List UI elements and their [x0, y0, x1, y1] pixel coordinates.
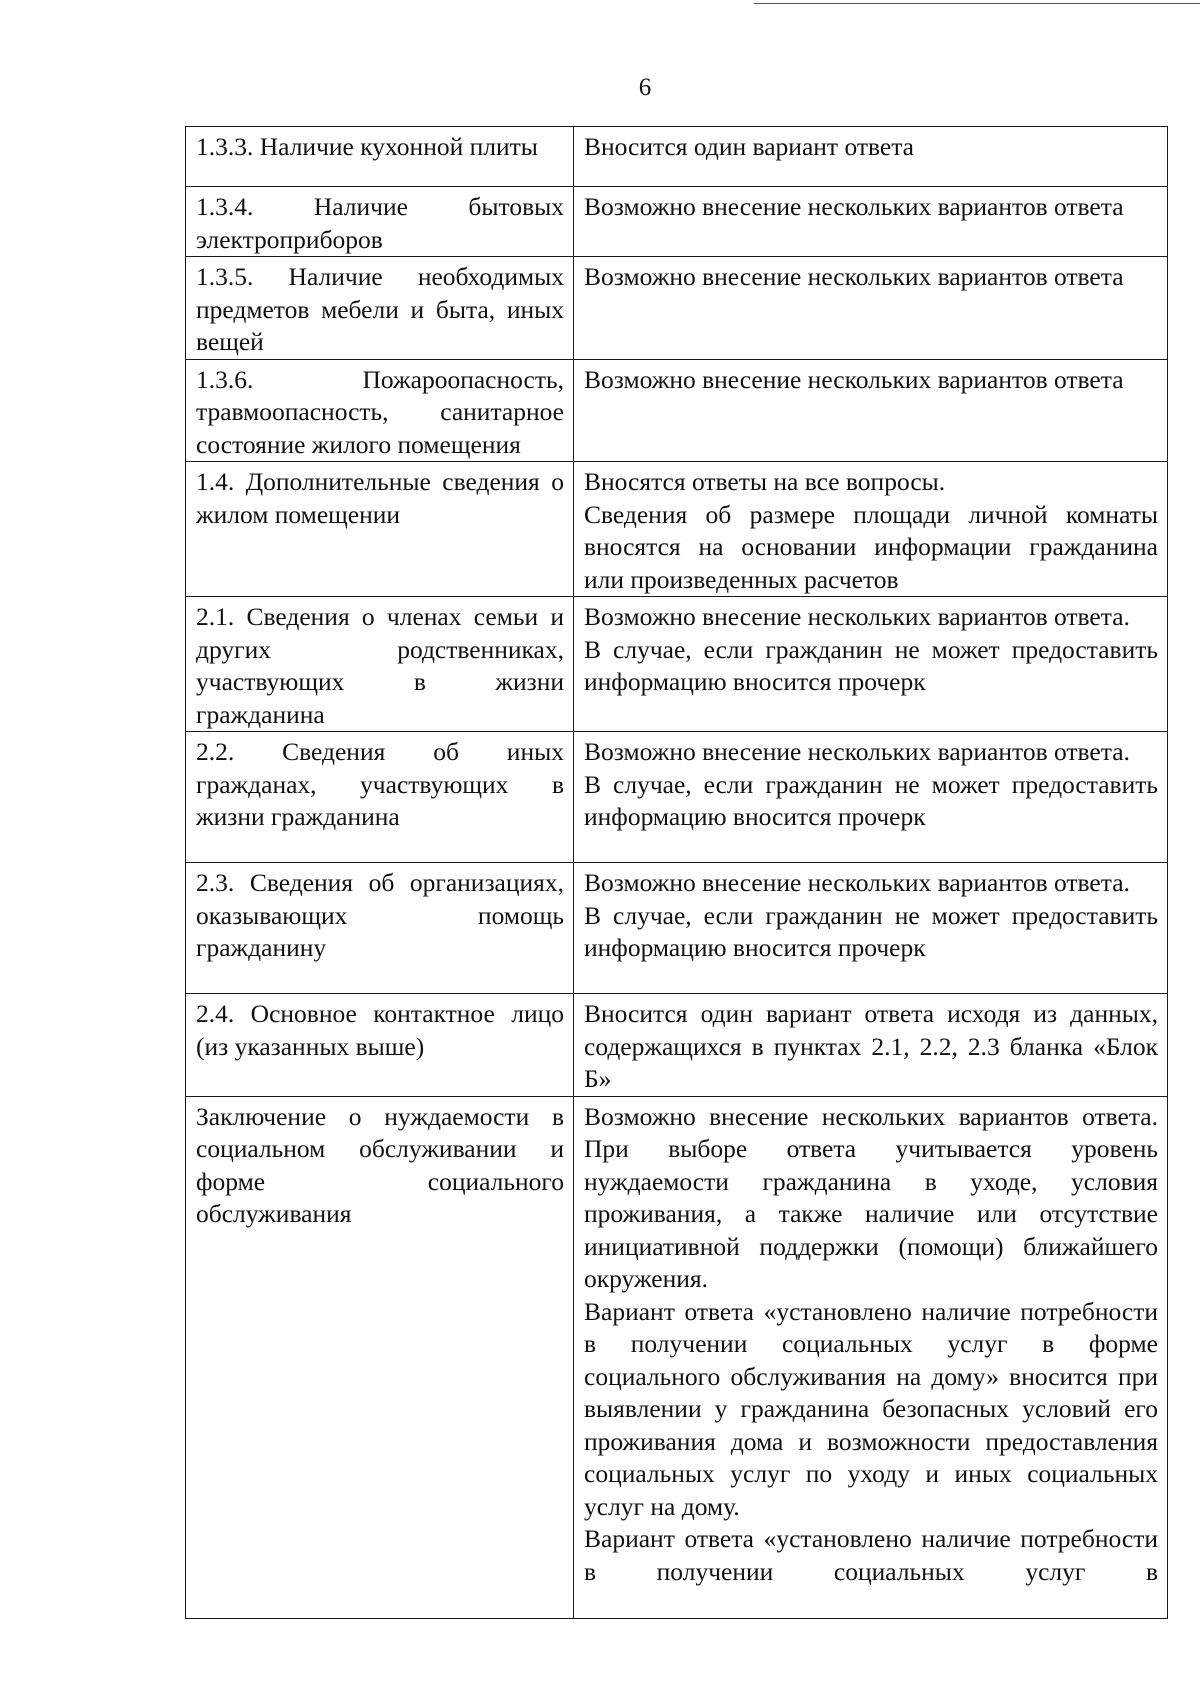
instruction-paragraph: Возможно внесение нескольких вариантов ответа	[584, 262, 1124, 291]
table-row	[186, 732, 1168, 863]
row-label: 2.1. Сведения о членах семьи и других родственниках, участвующих в жизни гражданина	[186, 597, 574, 732]
row-label: 2.2. Сведения об иных гражданах, участвующих в жизни гражданина	[186, 732, 574, 863]
table-row	[186, 1096, 1168, 1618]
instruction-paragraph: Возможно внесение нескольких вариантов ответа.	[584, 602, 1130, 631]
row-instruction	[574, 597, 1168, 732]
row-instruction	[574, 994, 1168, 1097]
instruction-paragraph: Возможно внесение нескольких вариантов ответа.	[584, 737, 1130, 766]
top-edge-rule	[754, 3, 1200, 4]
instruction-paragraph: Вариант ответа «установлено наличие потребности в получении социальных услуг в	[584, 1524, 1158, 1586]
instructions-table	[185, 126, 1168, 1619]
instruction-paragraph: Вносятся ответы на все вопросы.	[584, 467, 946, 496]
instruction-paragraph: В случае, если гражданин не может предоставить информацию вносится прочерк	[584, 900, 1158, 962]
row-label: 1.3.6. Пожароопасность, травмоопасность, санитарное состояние жилого помещения	[186, 359, 574, 462]
instruction-paragraph: В случае, если гражданин не может предоставить информацию вносится прочерк	[584, 769, 1158, 831]
table-row	[186, 462, 1168, 597]
row-label: 2.3. Сведения об организациях, оказывающих помощь гражданину	[186, 863, 574, 994]
row-instruction	[574, 732, 1168, 863]
instruction-paragraph: Возможно внесение нескольких вариантов ответа	[584, 364, 1124, 394]
table-row	[186, 127, 1168, 187]
instruction-paragraph: Вносится один вариант ответа	[584, 132, 914, 161]
instruction-paragraph: Возможно внесение нескольких вариантов ответа.	[584, 868, 1130, 897]
row-label: 1.3.5. Наличие необходимых предметов мебели и быта, иных вещей	[186, 257, 574, 360]
row-instruction	[574, 462, 1168, 597]
instruction-paragraph: Вносится один вариант ответа исходя из данных, содержащихся в пунктах 2.1, 2.2, 2.3 бланка «Блок Б»	[584, 999, 1158, 1093]
instruction-paragraph: Возможно внесение нескольких вариантов ответа	[584, 192, 1124, 221]
row-instruction	[574, 863, 1168, 994]
table-row	[186, 863, 1168, 994]
row-instruction	[574, 359, 1168, 462]
row-label: 1.4. Дополнительные сведения о жилом помещении	[186, 462, 574, 597]
page-number: 6	[638, 74, 652, 101]
row-label: 2.4. Основное контактное лицо (из указанных выше)	[186, 994, 574, 1097]
row-instruction	[574, 257, 1168, 360]
instruction-paragraph: Возможно внесение нескольких вариантов ответа. При выборе ответа учитывается уровень нуждаемости гражданина в уходе, условия проживания, а также наличие или отсутствие инициативной поддержки (помощи) ближайшего окружения.	[584, 1101, 1158, 1293]
table-row	[186, 994, 1168, 1097]
table-row	[186, 257, 1168, 360]
row-instruction	[574, 1096, 1168, 1618]
instruction-paragraph: В случае, если гражданин не может предоставить информацию вносится прочерк	[584, 634, 1158, 696]
row-label: 1.3.4. Наличие бытовых электроприборов	[186, 187, 574, 257]
instruction-paragraph: Вариант ответа «установлено наличие потребности в получении социальных услуг в форме социального обслуживания на дому» вносится при выявлении у гражданина безопасных условий его проживания дома и возможности предоставления социальных услуг по уходу и иных социальных услуг на дому.	[584, 1296, 1158, 1521]
table-row	[186, 597, 1168, 732]
instruction-paragraph: Сведения об размере площади личной комнаты вносятся на основании информации гражданина или произведенных расчетов	[584, 499, 1158, 594]
table-row	[186, 359, 1168, 462]
row-instruction	[574, 187, 1168, 257]
row-label: Заключение о нуждаемости в социальном обслуживании и форме социального обслуживания	[186, 1096, 574, 1618]
row-instruction	[574, 127, 1168, 187]
row-label: 1.3.3. Наличие кухонной плиты	[186, 127, 574, 187]
table-row	[186, 187, 1168, 257]
